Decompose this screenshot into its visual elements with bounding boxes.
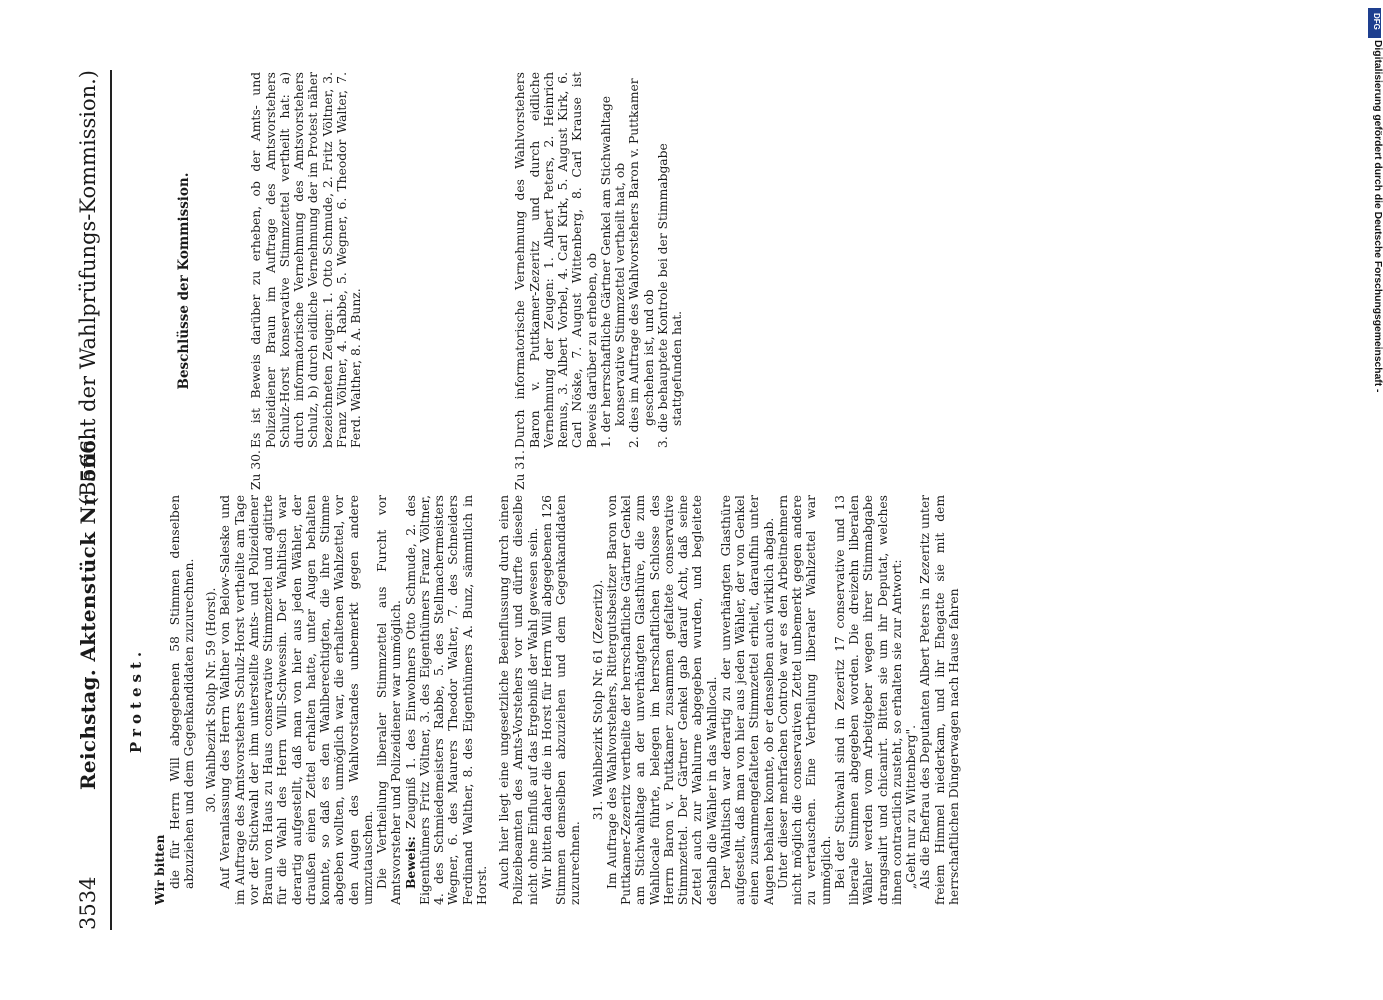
- resolution-31-item: 1. der herrschaftliche Gärtner Genkel am Stichwahltage konservative Stimmzettel vertheilt hat, ob: [598, 95, 627, 448]
- district-31-heading: 31. Wahlbezirk Stolp Nr. 61 (Zezeritz).: [590, 579, 605, 821]
- resolution-31-tag: Zu 31.: [513, 450, 528, 490]
- district-31-quote: „Geht nur zu Wittenberg".: [904, 724, 918, 889]
- district-30-paragraph-1: Auf Veranlassung des Herrn Walther von Below-Saleske und im Auftrage des Amtsvorstehers Schulz-Horst vertheilte am Tage vor der Stichwahl der ihm unterstellte Amts- und Polizeidiener Braun von Haus zu Haus conservative Stimmzettel und agitirte für die Wahl des Herrn Will-Schwessin. Der Wahltisch war derartig aufgestellt, daß man von hier aus jeden Wähler, der draußen einen Zettel erhalten hatte, unter Augen behalten konnte, so daß es den Wahlberechtigten, die ihre Stimme abgeben wollten, unmöglich war, die erhaltenen Wahlzettel, vor den Augen des Wahlvorstandes unbemerkt gegen andere umzutauschen.: [218, 495, 375, 905]
- running-title: Reichstag. Aktenstück Nr. 566.: [76, 432, 100, 790]
- resolution-31-item: 3. die behauptete Kontrole bei der Stimmabgabe stattgefunden hat.: [655, 143, 684, 448]
- resolution-31-item: 2. dies im Auftrage des Wahlvorstehers Baron v. Puttkamer geschehen ist, und ob: [627, 78, 656, 448]
- evidence-text: Zeugniß 1. des Einwohners Otto Schmude, 2. des Eigenthümers Fritz Völtner, 3. des Eigenthümers Franz Völtner, 4. des Schmiedemeisters Rabbe, 5. des Stellmachermeisters Wegner, 6. des Maurers Theodor Walter, 7. des Schneiders Ferdinand Walther, 8. des Eigenthümers A. Bunz, sämmtlich in Horst.: [403, 495, 489, 905]
- running-header: [70, 70, 110, 930]
- district-31-paragraph-1: Im Auftrage des Wahlvorstehers, Rittergutsbesitzer Baron von Puttkamer-Zezeritz vertheilte der herrschaftliche Gärtner Genkel am Stichwahltage an der unverhängten Glasthüre, die zum Wahllocale führte, belegen im herrschaftlichen Schlosse des Herrn Baron v. Puttkamer zusammen gefaltete conservative Stimmzettel. Der Gärtner Genkel gab darauf Acht, daß seine Zettel auch zur Wahlurne abgegeben wurden, und begleitete deshalb die Wähler in das Wahllocal.: [604, 495, 719, 905]
- district-31-paragraph-3: Unter dieser mehrfachen Controle war es den Arbeitnehmern nicht möglich die conservativen Zettel unbemerkt gegen andere zu vertauschen. Eine Vertheilung liberaler Wahlzettel war unmöglich.: [775, 495, 833, 905]
- district-30-paragraph-2: Die Vertheilung liberaler Stimmzettel aus Furcht vor Amtsvorsteher und Polizeidiener war unmöglich.: [375, 495, 404, 905]
- evidence-label: Beweis:: [402, 836, 418, 889]
- petition-lead: Wir bitten: [152, 834, 168, 905]
- district-30-paragraph-4: Wir bitten daher die in Horst für Herrn Will abgegebenen 126 Stimmen demselben abzuziehen und dem Gegenkandidaten zuzurechnen.: [539, 495, 583, 905]
- protest-heading: Protest.: [127, 646, 145, 754]
- district-31-paragraph-2: Der Wahltisch war derartig zu der unverhängten Glasthüre aufgestellt, daß man von hier aus jeden Wähler, der von Genkel einen zusammengefalteten Stimmzettel erhielt, daraufhin unter Augen behalten konnte, ob er denselben auch wirklich abgab.: [718, 495, 776, 905]
- resolutions-column: [117, 72, 1232, 490]
- dfg-badge-text: DFG: [1372, 13, 1381, 30]
- resolution-30: [249, 72, 363, 490]
- report-title: (Bericht der Wahlprüfungs-Kommission.): [76, 70, 100, 506]
- resolution-30-tag: Zu 30.: [249, 450, 264, 490]
- header-rule: [110, 70, 112, 930]
- resolution-31-text: Durch informatorische Vernehmung des Wahlvorstehers Baron v. Puttkamer-Zezeritz und durch eidliche Vernehmung der Zeugen: 1. Albert Peters, 2. Heinrich Remus, 3. Albert Vorbel, 4. Carl Kirk, 5. August Kirk, 6. Carl Nöske, 7. August Wittenberg, 8. Carl Krause ist Beweis darüber zu erheben, ob: [513, 72, 599, 448]
- resolution-30-text: Es ist Beweis darüber zu erheben, ob der Amts- und Polizeidiener Braun im Auftrage des Amtsvorstehers Schulz-Horst konservative Stimmzettel vertheilt hat: a) durch informatorische Vernehmung des Amtsvorstehers Schulz, b) durch eidliche Vernehmung der im Protest näher bezeichneten Zeugen: 1. Otto Schmude, 2. Fritz Völtner, 3. Franz Völtner, 4. Rabbe, 5. Wegner, 6. Theodor Walter, 7. Ferd. Walther, 8. A. Bunz.: [249, 72, 363, 448]
- protest-column: [117, 495, 1232, 905]
- district-31-paragraph-5: Als die Ehefrau des Deputanten Albert Peters in Zezeritz unter freiem Himmel niederkam, und ihr Ehegatte sie mit dem herrschaftlichen Düngerwagen nach Hause fahren: [918, 495, 961, 905]
- digitization-credit: Digitalisierung gefördert durch die Deutsche Forschungsgemeinschaft -: [1372, 40, 1383, 393]
- page-number: 3534: [76, 876, 100, 930]
- resolutions-heading: Beschlüsse der Kommission.: [176, 172, 192, 390]
- district-31-paragraph-4: Bei der Stichwahl sind in Zezeritz 17 conservative und 13 liberale Stimmen abgegeben worden. Die dreizehn liberalen Wähler werden vom Arbeitgeber wegen ihrer Stimmabgabe drangsalirt und chicanirt. Bitten sie um ihr Deputat, welches ihnen contractlich zusteht, so erhalten sie zur Antwort:: [832, 495, 904, 905]
- resolution-31: [513, 72, 684, 490]
- dfg-badge: [1368, 8, 1381, 38]
- petition-text: die für Herrn Will abgegebenen 58 Stimmen denselben abzuziehen und dem Gegenkandidaten zuzurechnen.: [167, 495, 196, 889]
- district-30-paragraph-3: Auch hier liegt eine ungesetzliche Beeinflussung durch einen Polizeibeamten des Amts-Vorstehers vor und dürfte dieselbe nicht ohne Einfluß auf das Ergebniß der Wahl gewesen sein.: [497, 495, 540, 905]
- district-30-heading: 30. Wahlbezirk Stolp Nr. 59 (Horst).: [204, 587, 218, 813]
- evidence-block: [404, 495, 490, 905]
